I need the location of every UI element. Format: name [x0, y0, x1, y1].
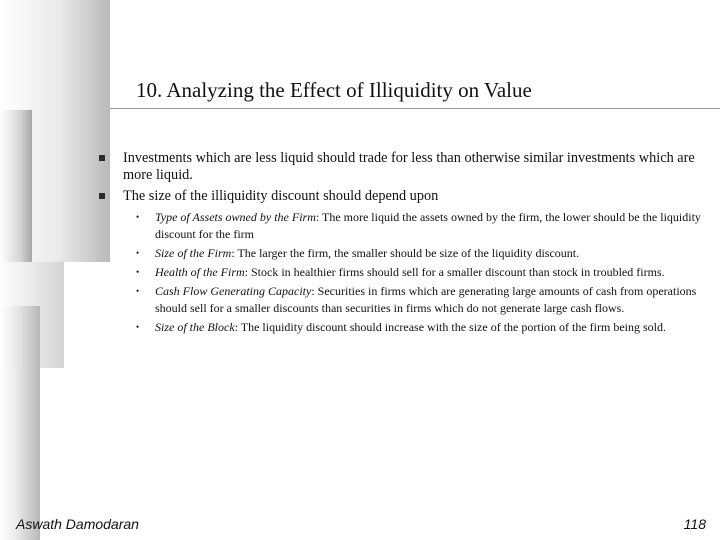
square-bullet-icon: [99, 193, 105, 199]
sub-bullet-term: Cash Flow Generating Capacity: [155, 284, 312, 298]
sub-bullet-text: : The larger the firm, the smaller should be size of the liquidity discount.: [231, 246, 580, 260]
dot-bullet-icon: •: [136, 212, 140, 222]
sub-bullet-text: : The liquidity discount should increase with the size of the portion of the firm being sold.: [234, 320, 667, 334]
sub-bullet-term: Size of the Block: [155, 320, 235, 334]
sub-bullet-list: [96, 209, 706, 336]
sub-bullet-item: [96, 319, 706, 336]
dot-bullet-icon: •: [136, 322, 140, 332]
sub-bullet-item: [96, 209, 706, 243]
sub-bullet-term: Size of the Firm: [155, 246, 232, 260]
footer-author: Aswath Damodaran: [16, 516, 139, 532]
bullet-item: [96, 188, 706, 205]
sub-bullet-item: [96, 283, 706, 317]
sub-bullet-item: [96, 264, 706, 281]
bullet-list: [96, 150, 706, 338]
sub-bullet-text: : Stock in healthier firms should sell for a smaller discount than stock in troubled firms.: [244, 265, 665, 279]
page-number: 118: [683, 516, 706, 532]
dot-bullet-icon: •: [136, 286, 140, 296]
sub-bullet-text: : Securities in firms which are generating large amounts of cash from operations should sell for a smaller discounts than securities in firms which do not generate large cash flows.: [155, 284, 697, 315]
title-divider: [110, 108, 720, 109]
dot-bullet-icon: •: [136, 248, 140, 258]
sub-bullet-item: [96, 245, 706, 262]
square-bullet-icon: [99, 155, 105, 161]
sub-bullet-text: : The more liquid the assets owned by the firm, the lower should be the liquidity discount for the firm: [155, 210, 701, 241]
sub-bullet-term: Health of the Firm: [155, 265, 245, 279]
dot-bullet-icon: •: [136, 267, 140, 277]
bullet-text: The size of the illiquidity discount should depend upon: [123, 188, 439, 204]
bullet-text: Investments which are less liquid should trade for less than otherwise similar investments which are more liquid.: [123, 150, 695, 183]
bullet-item: [96, 150, 706, 184]
sub-bullet-term: Type of Assets owned by the Firm: [155, 210, 316, 224]
decorative-gradient-bar: [18, 306, 40, 540]
slide-title: 10. Analyzing the Effect of Illiquidity on Value: [136, 78, 532, 102]
